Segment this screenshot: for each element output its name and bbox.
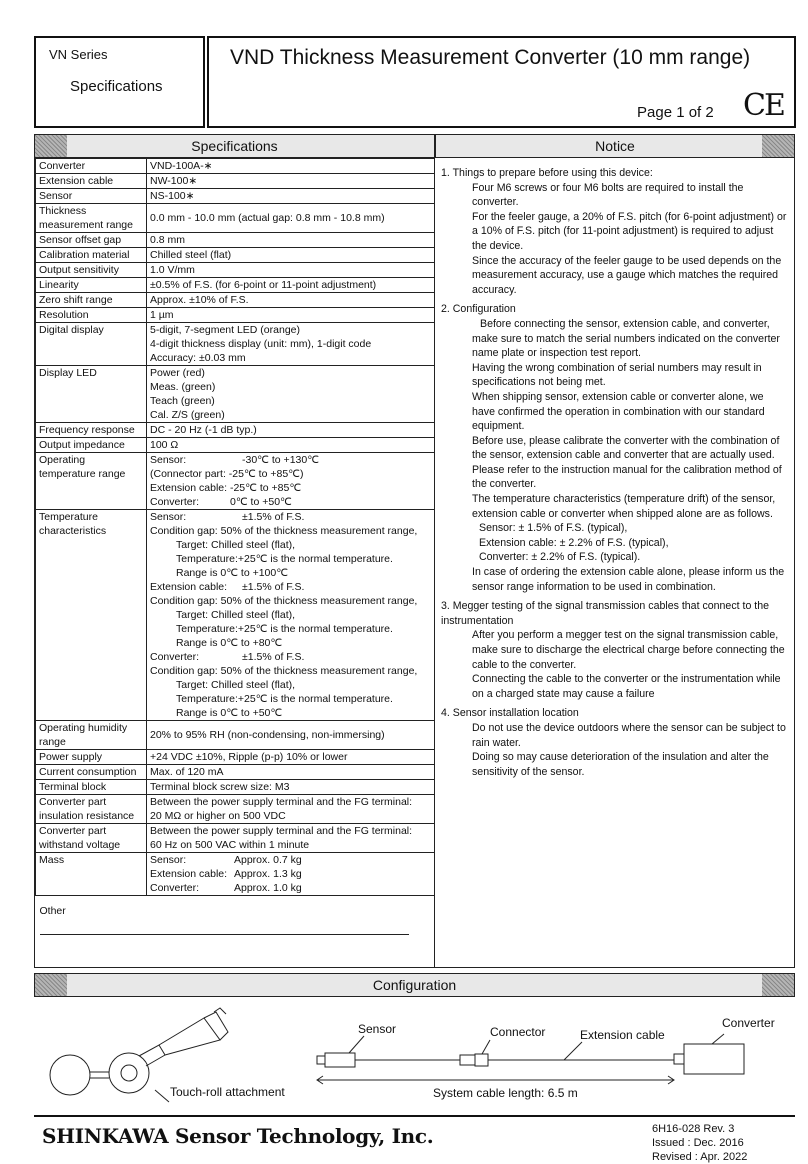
table-row: Temperature characteristics Sensor: ±1.5% of F.S. Condition gap: 50% of the thickness measurement range, Target: Chilled steel (flat), Temperature:+25℃ is the normal temperature. Range is 0℃ to +100℃ Extension cable: ±1.5% of F.S. Condition gap: 50% of the thickness measurement range, Target: Chilled steel (flat), Temperature:+25℃ is the normal temperature. Range is 0℃ to +80℃ Converter: ±1.5% of F.S. Condition gap: 50% of the thickness measurement range, Target: Chilled steel (flat), Temperature:+25℃ is the normal temperature. Range is 0℃ to +50℃ [36, 510, 435, 721]
specifications-heading: Specifications [191, 138, 278, 154]
table-row: Linearity ±0.5% of F.S. (for 6-point or 11-point adjustment) [36, 278, 435, 293]
connector-shape [460, 1055, 475, 1065]
ce-mark: CE [743, 88, 784, 123]
configuration-header-bar [34, 973, 795, 997]
series-label: VN Series [49, 47, 108, 62]
page-number: Page 1 of 2 [637, 104, 714, 121]
specifications-header-bar [34, 134, 435, 158]
spec-table [35, 158, 435, 966]
notice-text: 1. Things to prepare before using this device: Four M6 screws or four M6 bolts are required to install the converter. For the feeler gauge, a 20% of F.S. pitch (for 6-point adjustment) or a 10% of F.S. pitch (for 11-point adjustment) is required to adjust the device. Since the accuracy of the feeler gauge to be used depends on the measurement accuracy, use a gauge which matches the required accuracy. 2. Configuration Before connecting the sensor, extension cable, and converter, make sure to match the serial numbers indicated on the converter name plate or inspection test report. Having the wrong combination of serial numbers may result in specifications not being met. When shipping sensor, extension cable or converter alone, we have confirmed the operation in combination with our standard equipment. Before use, please calibrate the converter with the combination of the sensor, extension cable and converter that are actually used. Please refer to the instruction manual for the calibration method of the converter. The temperature characteristics (temperature drift) of the sensor, extension cable or converter when shipped alone are as follows. Sensor: ± 1.5% of F.S. (typical), Extension cable: ± 2.2% of F.S. (typical), Converter: ± 2.2% of F.S. (typical). In case of ordering the extension cable alone, please inform us the sensor range information to be used in combination. 3. Megger testing of the signal transmission cables that connect to the instrumentation After you perform a megger test on the signal transmission cable, make sure to discharge the electrical charge before connecting the cable to the converter. Connecting the cable to the converter or the instrumentation while on a charged state may cause a failure 4. Sensor installation location Do not use the device outdoors where the sensor can be subject to rain water. Doing so may cause deterioration of the insulation and alter the sensitivity of the sensor. [441, 167, 787, 778]
revision-info [652, 1122, 747, 1164]
sensor-tip [317, 1056, 325, 1064]
title-box [207, 36, 796, 128]
sensor-body [159, 1018, 220, 1055]
company-logo-text: SHINKAWA Sensor Technology, Inc. [42, 1124, 434, 1148]
converter-plug [674, 1054, 684, 1064]
arm [139, 1045, 165, 1066]
section-label: Specifications [70, 78, 163, 95]
roll-circle [50, 1055, 90, 1095]
table-row: Frequency response DC - 20 Hz (-1 dB typ.) [36, 423, 435, 438]
table-row: Thickness measurement range 0.0 mm - 10.0 mm (actual gap: 0.8 mm - 10.8 mm) [36, 204, 435, 233]
notice-heading: Notice [595, 138, 635, 154]
table-row: Power supply +24 VDC ±10%, Ripple (p-p) 10% or lower [36, 750, 435, 765]
sensor-shape [325, 1053, 355, 1067]
system-schematic [317, 1034, 744, 1084]
converter-label: Converter [722, 1016, 775, 1030]
table-row: Resolution 1 µm [36, 308, 435, 323]
table-row: Display LED Power (red) Meas. (green) Teach (green) Cal. Z/S (green) [36, 366, 435, 423]
issued-date: Issued : Dec. 2016 [652, 1137, 744, 1149]
table-row: Converter part withstand voltage Between the power supply terminal and the FG terminal: 60 Hz on 500 VAC within 1 minute [36, 824, 435, 853]
attachment-outer [109, 1053, 149, 1093]
spec-table-container [34, 158, 435, 968]
cable-length-label: System cable length: 6.5 m [433, 1086, 578, 1100]
revised-date: Revised : Apr. 2022 [652, 1151, 748, 1163]
table-row: Terminal block Terminal block screw size: M3 [36, 780, 435, 795]
configuration-heading: Configuration [372, 977, 457, 993]
table-row: Sensor NS-100∗ [36, 189, 435, 204]
document-number: 6H16-028 Rev. 3 [652, 1123, 735, 1135]
configuration-diagram [34, 1000, 795, 1108]
table-row: Converter VND-100A-∗ [36, 159, 435, 174]
table-row [36, 896, 435, 967]
notice-header-bar [435, 134, 795, 158]
table-row: Calibration material Chilled steel (flat) [36, 248, 435, 263]
notice-column [435, 158, 795, 968]
table-row: Extension cable NW-100∗ [36, 174, 435, 189]
table-row: Current consumption Max. of 120 mA [36, 765, 435, 780]
sensor-label: Sensor [358, 1022, 397, 1036]
extension-cable-label: Extension cable [580, 1028, 665, 1042]
series-box [34, 36, 205, 128]
converter-shape [684, 1044, 744, 1074]
table-row: Operating temperature range Sensor: -30℃ to +130℃ (Connector part: -25℃ to +85℃) Extension cable: -25℃ to +85℃ Converter: 0℃ to +50℃ [36, 453, 435, 510]
document-title: VND Thickness Measurement Converter (10 mm range) [230, 46, 751, 69]
table-row: Output sensitivity 1.0 V/mm [36, 263, 435, 278]
other-label: Other [39, 905, 66, 917]
table-row: Mass Sensor: Approx. 0.7 kg Extension cable: Approx. 1.3 kg Converter: Approx. 1.0 kg [36, 853, 435, 896]
connector-shape-b [475, 1054, 488, 1066]
table-row: Digital display 5-digit, 7-segment LED (orange) 4-digit thickness display (unit: mm), 1-digit code Accuracy: ±0.03 mm [36, 323, 435, 366]
attachment-inner [121, 1065, 137, 1081]
touch-roll-label: Touch-roll attachment [170, 1085, 285, 1099]
table-row: Zero shift range Approx. ±10% of F.S. [36, 293, 435, 308]
table-row: Output impedance 100 Ω [36, 438, 435, 453]
other-underline [40, 934, 409, 935]
footer-rule [34, 1115, 795, 1117]
table-row: Converter part insulation resistance Between the power supply terminal and the FG terminal: 20 MΩ or higher on 500 VDC [36, 795, 435, 824]
table-row: Operating humidity range 20% to 95% RH (non-condensing, non-immersing) [36, 721, 435, 750]
table-row: Sensor offset gap 0.8 mm [36, 233, 435, 248]
connector-label: Connector [490, 1025, 546, 1039]
